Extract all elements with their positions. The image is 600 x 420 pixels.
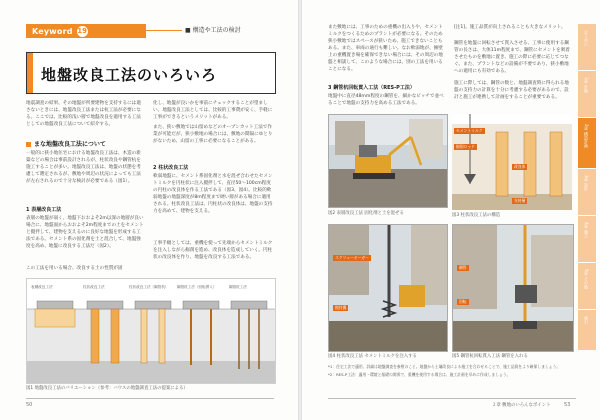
footnote-1: *1：住宅工法で適用、詳細は地盤調査を参照のこと。地盤から土壌改良による施工を合わせることで、施工品質をより確保しましょう。: [328, 364, 561, 369]
figure-1-label-1: 表層改良工法: [31, 285, 53, 289]
side-tab-label: 5章 その他: [584, 269, 589, 289]
footnote-2: *2：RES-P工法：適用・環境と基礎の関係で、重機を使用する場合は、施工計画を早めに作成しましょう。: [328, 372, 511, 377]
keyword-label: Keyword: [32, 26, 73, 36]
fig4-label-auger: スクリューオーガー: [335, 255, 369, 260]
intro-paragraph: 地震調査の結果、その地盤が所要建物を支持するには適さないときには、地盤改良工法または杭工法が必要になる。ここでは、比較的浅い層で地盤改良を適用する工法としての地盤改良工法について紹介する。: [26, 101, 141, 127]
figure-3-caption: 図3 柱状改良工法の構造: [452, 213, 501, 218]
fig3-label-rod: 掘削ロッド: [456, 144, 475, 149]
right-page: [302, 0, 600, 420]
figure-1-label-4: 鋼管杭工法（回転貫入）: [177, 285, 217, 289]
subheading-column-improvement: 2 柱状改良工法: [153, 165, 189, 171]
side-tab-label: 4章 施工: [584, 222, 589, 238]
title-box: [26, 52, 276, 94]
keyword-rule: [146, 30, 182, 31]
left-page-number: 50: [26, 402, 33, 408]
figure-1-label-3: 柱状改良工法（鋼管杭）: [129, 285, 169, 289]
right-footer-rule: [328, 398, 576, 399]
page-title: 地盤改良工法のいろいろ: [41, 66, 218, 84]
title-accent: [27, 53, 33, 93]
right-intro-paragraph: また敷地には、工事のための重機の出入りや、セメントミルクをつくるためのプラントが必要になる。そのため狭小敷地ではスペースが狭いため、施工できないこともある。また、車両の通行も難しい。なお軟弱地が、擁壁上の重機置き場を確保できない場合には、その周辺の地盤と相談して、このような場合には、別の工法を用いることになる。: [328, 25, 443, 72]
column-improvement-body-2: 工事手順としては、重機を使って先端からセメントミルクを注入しながら掘削を進め、改良体を造成していく。円柱状の改良体を作り、地盤を改良する工法である。: [153, 241, 273, 260]
fig5-label-rotation: 回転: [459, 299, 467, 304]
section-heading: [26, 139, 106, 148]
side-tab-label: 2章 構造計画: [584, 124, 589, 148]
side-tab-label: 1章 計画: [584, 77, 589, 93]
left-footer-rule: [26, 398, 274, 399]
section-body: 一般的に狭小地住宅における地盤改良工法は、木造の新築などの場合は事前設計されるが、柱状改良や鋼管杭を施工することが多い。地盤改良工法は、地盤の状態を考慮して選定されるが、敷地や周辺の状況によっても工法が左右されるので十分な検討が必要である（図1）。: [26, 151, 141, 184]
figure-1-label-5: 鋼管杭工法: [229, 285, 247, 289]
right-page-number: 53: [564, 402, 571, 408]
side-tab-intro[interactable]: [578, 24, 596, 71]
side-tab-ch1[interactable]: [578, 71, 596, 118]
side-tab-ch3[interactable]: [578, 169, 596, 216]
figure-1-caption: 図1 地盤改良工法のバリエーション（参考：ハウスの地盤調査工法の提案による）: [26, 386, 188, 391]
fig3-label-bearing: 支持層: [514, 198, 526, 203]
column2-paragraph: 化し、地盤が良いかを事前にチェックすることが望ましい。地盤改良工法としては、比較的工事費が安く、手軽に工事ができるというメリットがある。: [153, 101, 273, 120]
side-tab-ch2-active[interactable]: [578, 118, 596, 169]
right-column2-top: [注1]。施工品質が向上されることも大きなメリット。: [454, 25, 566, 30]
fig3-label-column: 改良体: [514, 164, 526, 169]
figure-1-diagram: [27, 279, 275, 383]
column-improvement-body: 軟弱地盤に、セメント系固化剤と水を混ぜ合わせたセメントミルクを円柱状に注入攪拌して、直径50〜100cm程度の円柱の改良体を作る工法である（図3、図4）。比較的軟弱地盤の地盤深度が8m程度まで硬い層がある場合に適用される。柱状改良工法は、円柱状の改良体は、地盤の支持力を高めて、建物を支える。: [153, 174, 273, 214]
surface-improvement-body-2: この工法を用いる場合、改良する土の性質が固: [26, 266, 123, 271]
figure-5-photo: [452, 224, 574, 352]
section-marker-icon: [26, 142, 31, 147]
subheading-steel-pipe: 3 鋼管杭回転貫入工法（RES-P工法）: [328, 85, 415, 91]
side-tab-label: 索引: [584, 316, 589, 324]
side-tab-label: はじめに: [584, 30, 589, 46]
side-tab-ch4[interactable]: [578, 216, 596, 263]
surface-improvement-body: 表層の地盤が弱く、地盤下おおよそ2m以深の地層が良い場合に、地盤面からおおよそ2m程度までの土をセメントと攪拌して、建物を支えるのに良好な地盤を形成する工法である。セメント系の固化剤を土と混合して、地盤強度を高め、地盤に改良する工法だ（図2）。: [26, 216, 144, 249]
steel-pipe-body: 地盤中に直径48mm程度の鋼管を、細かなピッチで並べることで地盤の支持力を高める工法である。: [328, 94, 444, 106]
subheading-surface-improvement: 1 表層改良工法: [26, 207, 62, 213]
construction-photo-pipe: [453, 225, 573, 351]
keyword-number-badge: 19: [77, 27, 88, 35]
side-tab-label: 3章 設計: [584, 175, 589, 191]
figure-2-caption: 図2 表層改良工法 固化剤と土を混ぜる: [328, 211, 404, 216]
figure-1-method-variations: [26, 278, 276, 384]
column2-paragraph-2: また、狭い敷地では山留めなどのオープンカット工法で作業が可能だが、狭小敷地の場合には、敷地の間隔にゆとりがないため、山留の工事に必要になることがある。: [153, 125, 273, 144]
figure-4-photo: [328, 224, 448, 352]
figure-5-caption: 図5 鋼管杭回転貫入工法 鋼管を入れる: [452, 354, 528, 359]
figure-1-label-2: 柱状改良工法: [83, 285, 105, 289]
fig4-label-blade: 撹拌翼: [335, 305, 347, 310]
footer-chapter-label: ２章 敷地のいろんなポイント: [492, 403, 551, 408]
left-page: [0, 0, 298, 420]
construction-photo-auger: [329, 225, 447, 351]
right-column2-body: 鋼管を地盤に回転させて貫入させる、工事に使用する鋼管の長さは、大体11m程度まで、鋼管にセメントを吸着させたものを敷地に置き、施工の際に必要に応じてつなぐ。また、プラントなどの設備が不要であり、狭小敷地への適用にも有効である。: [454, 41, 570, 74]
fig5-label-pipe: 鋼管: [459, 265, 467, 270]
figure-3-diagram: [452, 114, 572, 210]
construction-photo-surface: [329, 115, 447, 207]
section-heading-text: まな地盤改良工法について: [34, 141, 106, 148]
figure-4-caption: 図4 柱状改良工法 セメントミルクを注入する: [328, 354, 417, 359]
side-tab-ch5[interactable]: [578, 263, 596, 310]
side-tab-index[interactable]: [578, 310, 596, 351]
fig3-label-cement-milk: セメントミルク: [456, 128, 483, 133]
figure-2-photo: [328, 114, 448, 208]
keyword-topic: ■ 構造や工法の検討: [185, 27, 241, 34]
right-column2-body-2: 施工に際しては、鋼管の数と、地盤調査時に得られる地盤の支持力の計算を十分に考慮する必要があるので、設計と施工が連携して計画をすることが重要である。: [454, 81, 569, 100]
keyword-bar: [26, 24, 146, 38]
